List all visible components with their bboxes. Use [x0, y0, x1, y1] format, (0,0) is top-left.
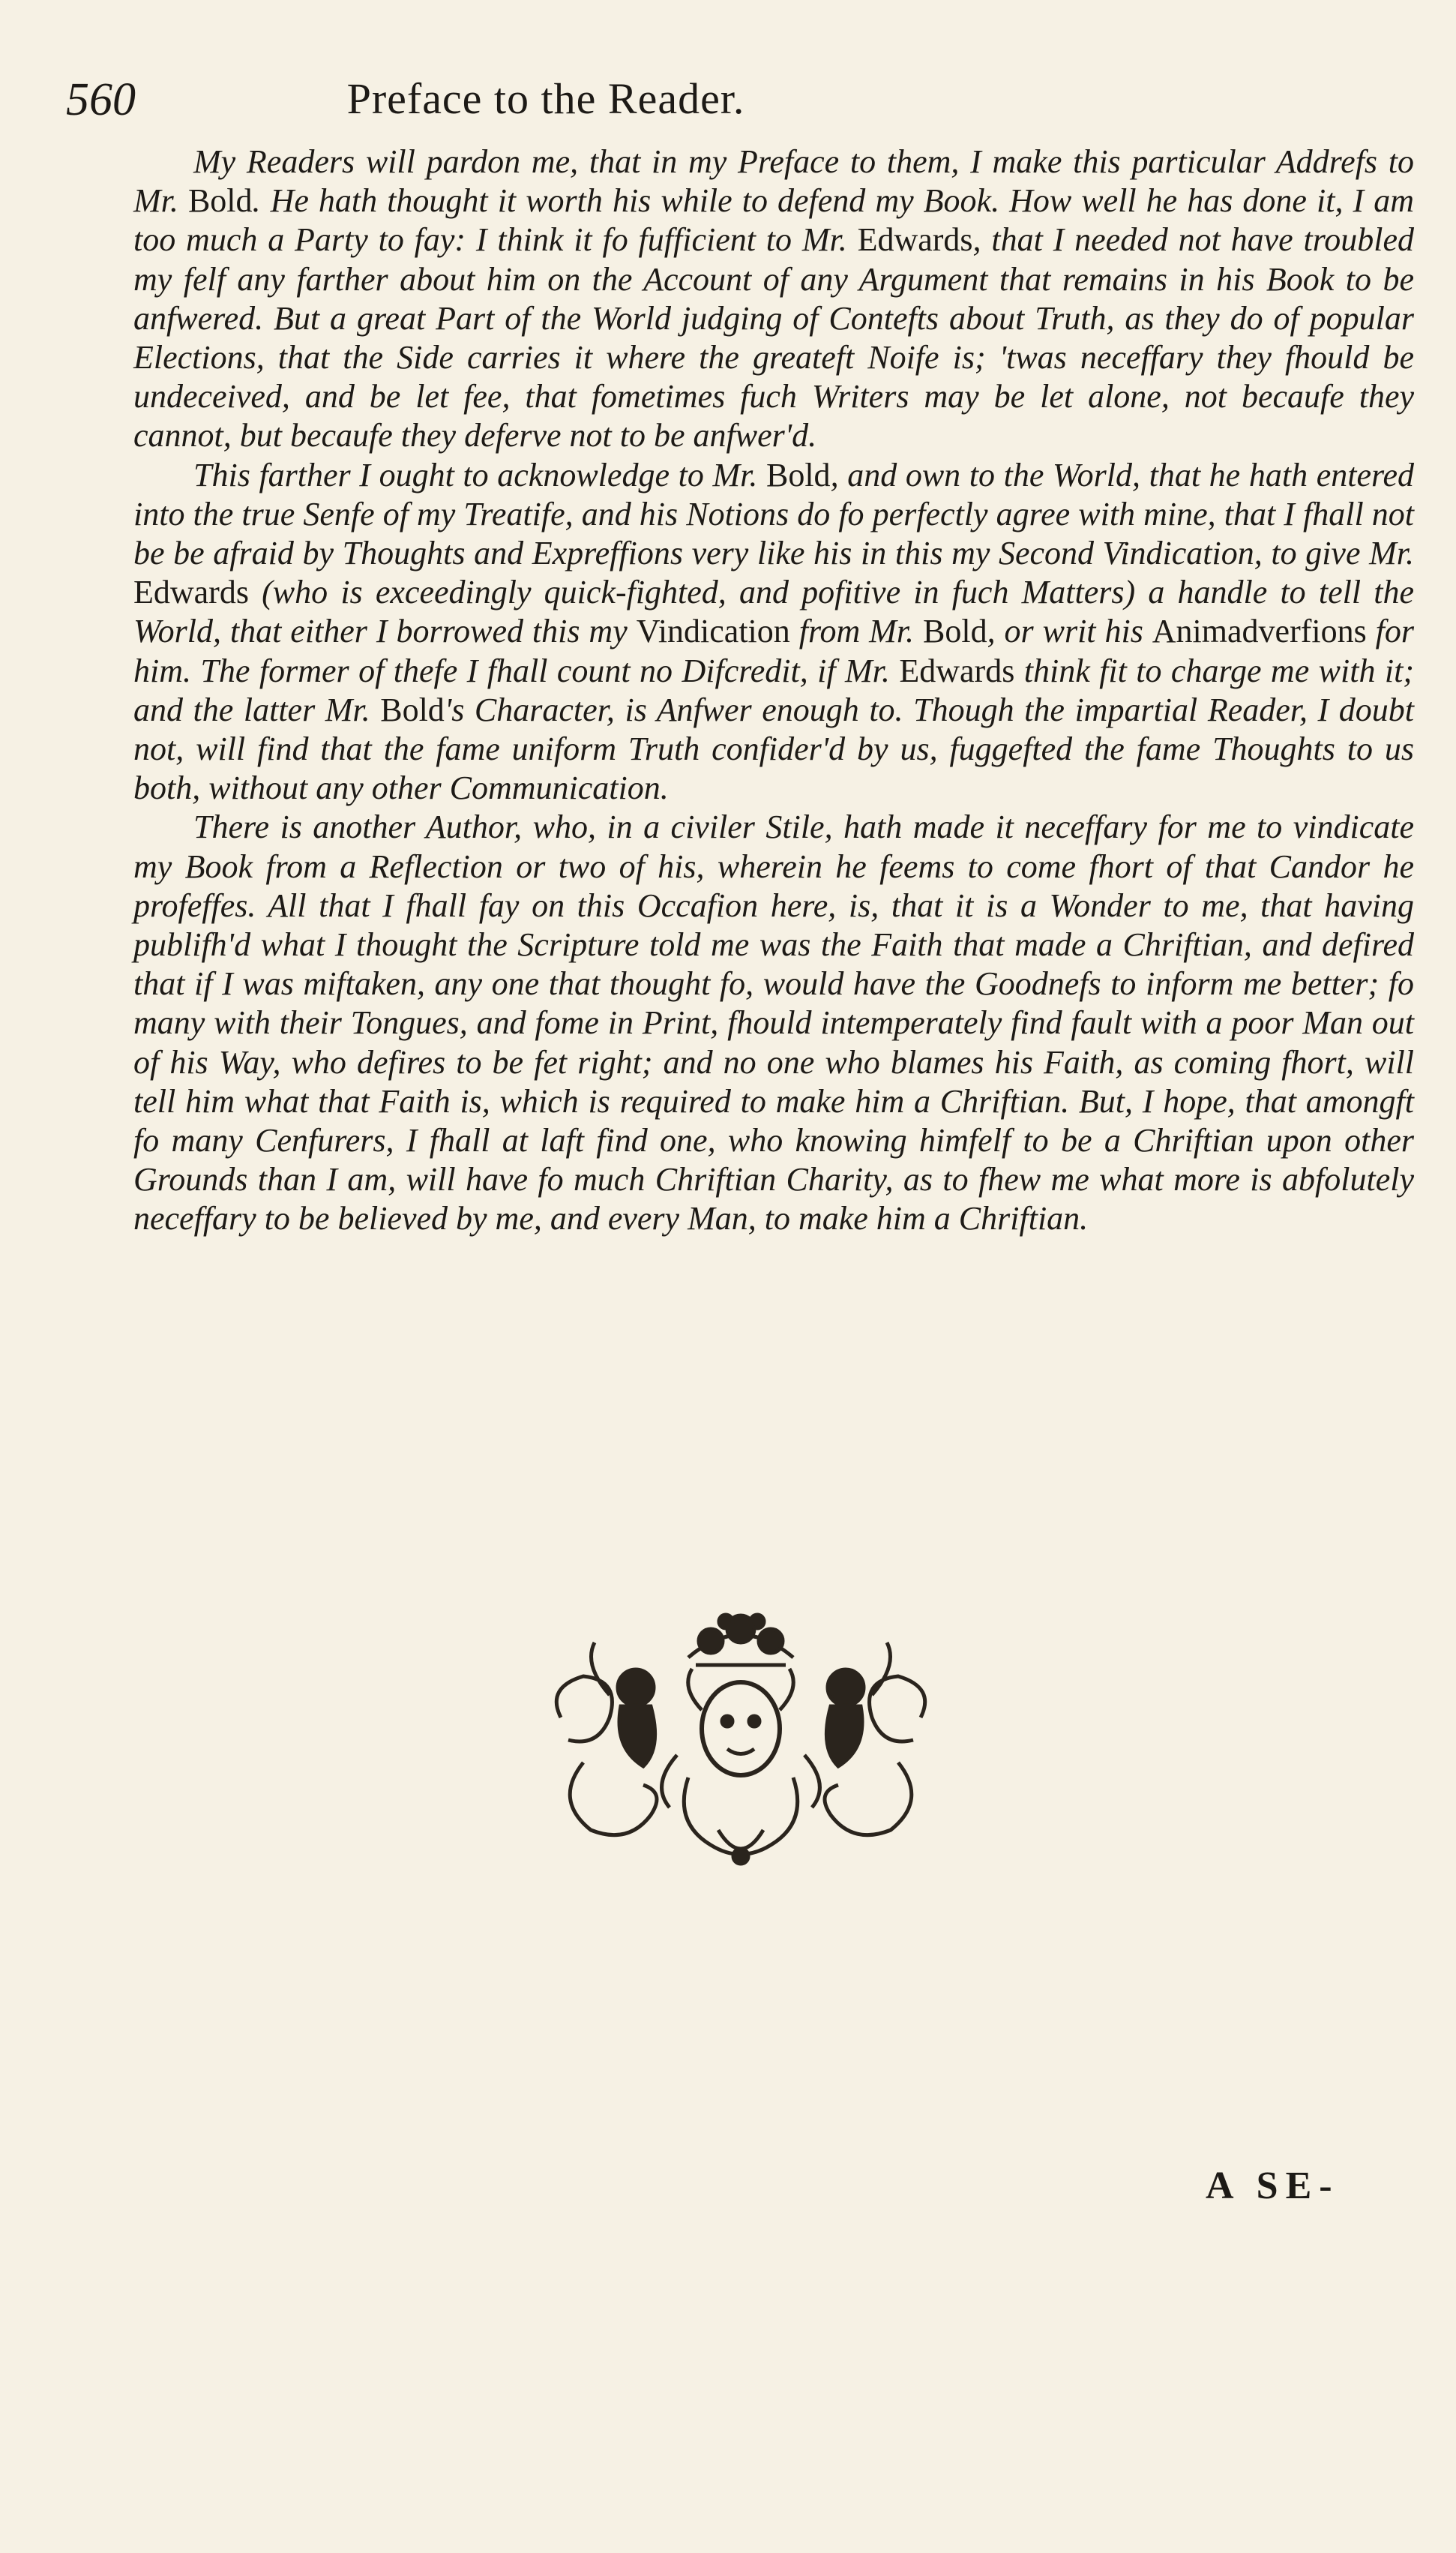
paragraph — [133, 808, 1414, 1238]
preface-body — [133, 142, 1414, 1239]
roman-text-run: Bold — [380, 691, 445, 728]
decorative-tailpiece-ornament — [538, 1605, 943, 1875]
italic-text-run: There is another Author, who, in a civiler Stile, hath made it neceffary for me to vindicate my Book from a Reflection or two of his, wherein he feems to come fhort of that Candor he profeffes. All that I fhall fay on this Occafion here, is, that it is a Wonder to me, that having publifh'd what I thought the Scripture told me was the Faith that made a Chriftian, and defired that if I was miftaken, any one that thought fo, would have the Goodnefs to inform me better; fo many with their Tongues, and fome in Print, fhould intemperately find fault with a poor Man out of his Way, who defires to be fet right; and no one who blames his Faith, as coming fhort, will tell him what that Faith is, which is required to make him a Chriftian. But, I hope, that amongft fo many Cenfurers, I fhall at laft find one, who knowing himfelf to be a Chriftian upon other Grounds than I am, will have fo much Chriftian Charity, as to fhew me what more is abfolutely neceffary to be believed by me, and every Man, to make him a Chriftian. — [133, 808, 1414, 1238]
page-number: 560 — [66, 74, 136, 125]
italic-text-run: , and own to the World, that he hath entered into the true Senfe of my Treatife, and his Notions do fo perfectly agree with mine, that I fhall not be be afraid by Thoughts and Expreffions very like his in this my Second Vindication, to give Mr. — [133, 456, 1414, 572]
italic-text-run: My Readers will pardon me, that in my Preface to them, I make this particular Addrefs to Mr. — [133, 143, 1414, 220]
page-header — [66, 74, 1026, 134]
italic-text-run: 's Character, is Anfwer enough to. Though the impartial Reader, I doubt not, will find that the fame uniform Truth confider'd by us, fuggefted the fame Thoughts to us both, without any other Communication. — [133, 691, 1414, 807]
catchword: A SE- — [1206, 2164, 1340, 2207]
roman-text-run: Edwards — [899, 652, 1015, 689]
italic-text-run: think fit to charge me with it; and the latter Mr. — [133, 652, 1414, 728]
roman-text-run: Edwards — [857, 221, 973, 259]
italic-text-run: This farther I ought to acknowledge to Mr. — [193, 456, 766, 494]
roman-text-run: Vindication — [636, 613, 790, 650]
italic-text-run: for him. The former of thefe I fhall count no Difcredit, if Mr. — [133, 613, 1415, 689]
italic-text-run: . He hath thought it worth his while to defend my Book. How well he has done it, I am too much a Party to fay: I think it fo fufficient to Mr. — [133, 182, 1414, 259]
italic-text-run: , or writ his — [987, 613, 1152, 650]
italic-text-run: (who is exceedingly quick-fighted, and pofitive in fuch Matters) a handle to tell the World, that either I borrowed this my — [133, 574, 1414, 650]
roman-text-run: Bold — [187, 182, 253, 220]
italic-text-run: , that I needed not have troubled my felf any farther about him on the Account of any Argument that remains in his Book to be anfwered. But a great Part of the World judging of Contefts about Truth, as they do of popular Elections, that the Side carries it where the greateft Noife is; 'twas neceffary they fhould be undeceived, and be let fee, that fometimes fuch Writers may be let alone, not becaufe they cannot, but becaufe they deferve not to be anfwer'd. — [133, 221, 1414, 454]
roman-text-run: Animadverfions — [1152, 613, 1367, 650]
roman-text-run: Bold — [923, 613, 987, 650]
paragraph — [133, 456, 1414, 808]
italic-text-run: from Mr. — [789, 613, 924, 650]
roman-text-run: Edwards — [133, 574, 249, 611]
running-title: Preface to the Reader. — [346, 74, 745, 123]
roman-text-run: Bold — [765, 456, 831, 494]
paragraph — [133, 142, 1414, 456]
